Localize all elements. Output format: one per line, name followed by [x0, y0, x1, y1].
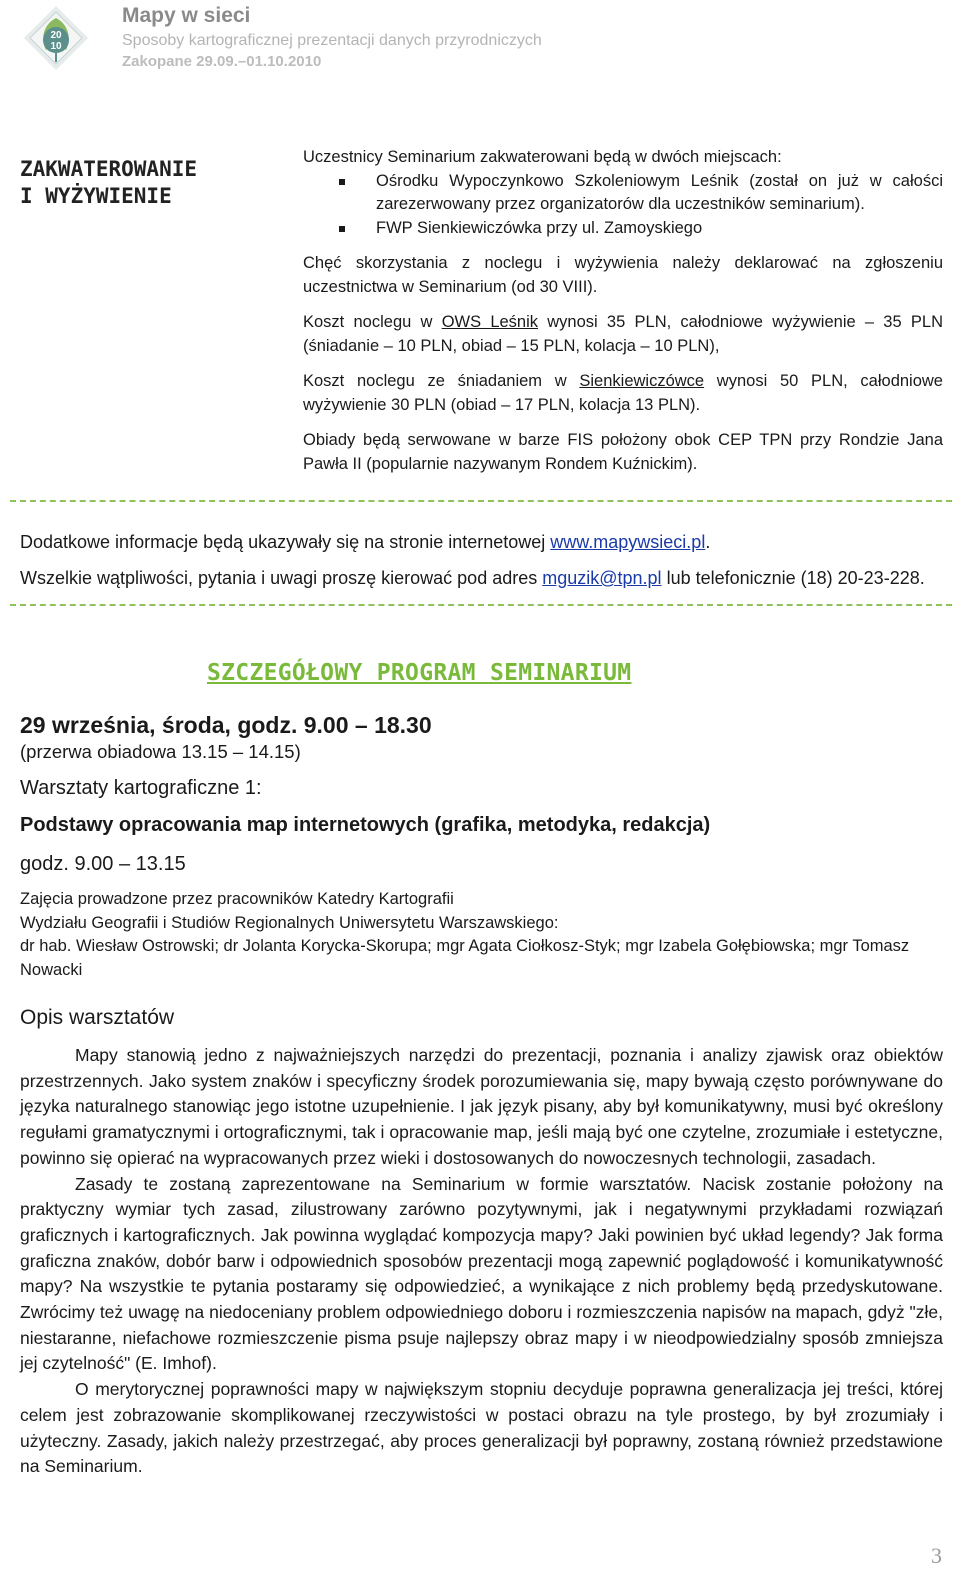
accommodation-intro: Uczestnicy Seminarium zakwaterowani będą w dwóch miejscach:	[303, 148, 782, 166]
header-date: Zakopane 29.09.–01.10.2010	[122, 53, 322, 70]
page-number: 3	[931, 1543, 942, 1568]
program-break: (przerwa obiadowa 13.15 – 14.15)	[20, 741, 301, 762]
program-day: 29 września, środa, godz. 9.00 – 18.30	[20, 712, 432, 738]
seminar-logo	[22, 4, 90, 72]
description-heading: Opis warsztatów	[20, 1006, 175, 1029]
cost-sienkiewiczowka: Koszt noclegu ze śniadaniem w Sienkiewiczówce wynosi 50 PLN, całodniowe wyżywienie 30 PLN (obiad – 17 PLN, kolacja 13 PLN).	[303, 372, 943, 414]
description-paragraph: Mapy stanowią jedno z najważniejszych narzędzi do prezentacji, poznania i analizy zjawisk oraz obiektów przestrzennych. Jako system znaków i specyficzny środek porozumiewania się, mapy bywają często porównywane do języka naturalnego stanowiąc jego istotne uzupełnienie. I jak język pisany, aby był komunikatywny, musi być określony regułami gramatycznymi i ortograficznymi, tak i opracowanie map, jeśli mają być one czytelne, zrozumiałe i estetyczne, powinno się opierać na wypracowanych przez wieki i dostosowanych do nowoczesnych technologii, zasadach.	[20, 1045, 943, 1168]
workshop-leaders: Zajęcia prowadzone przez pracowników Katedry Kartografii Wydziału Geografii i Studiów Regionalnych Uniwersytetu Warszawskiego: dr hab. Wiesław Ostrowski; dr Jolanta Korycka-Skorupa; mgr Agata Ciołkosz-Styk; mgr Izabela Gołębiowska; mgr Tomasz Nowacki	[20, 890, 910, 979]
description-paragraph: Zasady te zostaną zaprezentowane na Seminarium w formie warsztatów. Nacisk zostanie położony na praktyczny wymiar tych zasad, zilustrowany zarówno pozytywnymi, jak i negatywnymi przykładami rozwiązań graficznych i kartograficznych. Jak powinna wyglądać kompozycja mapy? Jaki powinien być układ legendy? Jak forma graficzna znaków, dobór barw i odpowiednich sposobów prezentacji mogą zapewnić poglądowość i komunikatywność mapy? Na wszystkie te pytania postaramy się odpowiedzieć, a wynikające z nich problemy będą przedyskutowane. Zwrócimy też uwagę na niedoceniany problem odpowiedniego doboru i rozmieszczenia napisów na mapach, gdyż "złe, niestaranne, niefachowe rozmieszczenie pisma psuje najlepszy obraz mapy i w nieodpowiedzialny sposób zmniejsza jej czytelność" (E. Imhof).	[20, 1173, 943, 1374]
list-item: FWP Sienkiewiczówka przy ul. Zamoyskiego	[303, 217, 943, 241]
website-link[interactable]: www.mapywsieci.pl	[550, 532, 706, 552]
header-title: Mapy w sieci	[122, 4, 251, 27]
bullet-icon	[339, 226, 345, 232]
sienkiewiczowka-link[interactable]: Sienkiewiczówce	[579, 372, 705, 390]
list-item: Ośrodku Wypoczynkowo Szkoleniowym Leśnik (został on już w całości zarezerwowany przez organizatorów dla uczestników seminarium).	[303, 170, 943, 217]
info-contact-line: Wszelkie wątpliwości, pytania i uwagi proszę kierować pod adres mguzik@tpn.pl lub telefonicznie (18) 20-23-228.	[20, 568, 925, 588]
accommodation-places	[303, 170, 943, 241]
program-title: SZCZEGÓŁOWY PROGRAM SEMINARIUM	[207, 660, 632, 686]
divider-bottom	[10, 604, 952, 606]
logo-year-bottom: 10	[50, 41, 62, 52]
description-paragraph: O merytorycznej poprawności mapy w największym stopniu decyduje poprawna generalizacja jej treści, której celem jest zobrazowanie skomplikowanej rzeczywistości w postaci obrazu na tyle prostego, by był zrozumiały i użyteczny. Zasady, jakich należy przestrzegać, aby proces generalizacji był poprawny, zostaną również przedstawione na Seminarium.	[20, 1379, 943, 1477]
workshop-description	[20, 1043, 943, 1480]
header-subtitle: Sposoby kartograficznej prezentacji danych przyrodniczych	[122, 32, 542, 49]
info-website-line: Dodatkowe informacje będą ukazywały się na stronie internetowej www.mapywsieci.pl.	[20, 532, 711, 552]
bullet-icon	[339, 179, 345, 185]
email-link[interactable]: mguzik@tpn.pl	[542, 568, 662, 588]
declaration-text: Chęć skorzystania z noclegu i wyżywienia należy deklarować na zgłoszeniu uczestnictwa w Seminarium (od 30 VIII).	[303, 254, 943, 296]
lunch-info: Obiady będą serwowane w barze FIS położony obok CEP TPN przy Rondzie Jana Pawła II (popularnie nazywanym Rondem Kuźnickim).	[303, 431, 943, 473]
accommodation-heading: ZAKWATEROWANIE I WYŻYWIENIE	[20, 157, 198, 208]
workshop-time: godz. 9.00 – 13.15	[20, 853, 186, 875]
divider-top	[10, 500, 952, 502]
logo-year-top: 20	[50, 30, 62, 41]
cost-lesnik: Koszt noclegu w OWS Leśnik wynosi 35 PLN, całodniowe wyżywienie – 35 PLN (śniadanie – 10 PLN, obiad – 15 PLN, kolacja – 10 PLN),	[303, 313, 943, 355]
workshop-title: Podstawy opracowania map internetowych (grafika, metodyka, redakcja)	[20, 814, 711, 836]
accommodation-body	[303, 146, 943, 476]
ows-lesnik-link[interactable]: OWS Leśnik	[441, 313, 539, 331]
workshop-label: Warsztaty kartograficzne 1:	[20, 777, 262, 799]
